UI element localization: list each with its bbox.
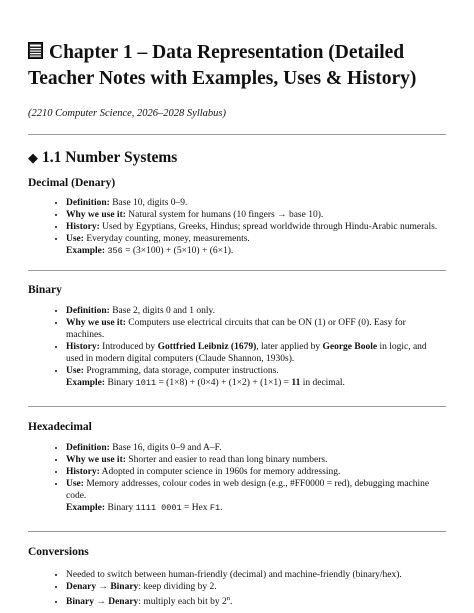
title-text: Chapter 1 – Data Representation (Detailed Teacher Notes with Examples, Uses & History)	[28, 42, 417, 89]
list-item: • Use: Memory addresses, colour codes in web design (e.g., #FF0000 = red), debugging machine code.	[66, 478, 446, 502]
list-item: • Why we use it: Computers use electrical circuits that can be ON (1) or OFF (0). Easy for machines.	[66, 317, 446, 341]
list-item: • Definition: Base 2, digits 0 and 1 only.	[66, 305, 446, 317]
syllabus-subtitle: (2210 Computer Science, 2026–2028 Syllabus)	[28, 108, 227, 119]
list-item: • Why we use it: Shorter and easier to read than long binary numbers.	[66, 454, 446, 466]
section-title-text: 1.1 Number Systems	[42, 149, 178, 166]
section-heading	[28, 149, 446, 167]
conversions-list	[28, 569, 446, 608]
hexadecimal-list	[28, 442, 446, 502]
list-item: • History: Adopted in computer science in 1960s for memory addressing.	[66, 466, 446, 478]
book-icon	[28, 42, 43, 59]
list-item: • Why we use it: Natural system for humans (10 fingers → base 10).	[66, 209, 446, 221]
divider	[28, 134, 446, 135]
hexadecimal-example: Example: Binary 1111 0001 = Hex F1.	[66, 503, 223, 513]
decimal-list	[28, 197, 446, 245]
list-item: • History: Used by Egyptians, Greeks, Hindus; spread worldwide through Hindu-Arabic numerals.	[66, 221, 446, 233]
hexadecimal-heading: Hexadecimal	[28, 421, 92, 433]
diamond-icon: ◆	[28, 150, 38, 165]
list-item: • Needed to switch between human-friendly (decimal) and machine-friendly (binary/hex).	[66, 569, 446, 581]
binary-heading: Binary	[28, 284, 62, 296]
list-item: • Binary → Denary: multiply each bit by 2$^n$.	[66, 593, 446, 608]
divider	[28, 531, 446, 532]
page-title	[28, 40, 446, 92]
binary-example: Example: Binary 1011 = (1×8) + (0×4) + (1×2) + (1×1) = 11 in decimal.	[66, 378, 345, 388]
list-item: • Definition: Base 16, digits 0–9 and A–F.	[66, 442, 446, 454]
divider	[28, 406, 446, 407]
decimal-example: Example: 356 = (3×100) + (5×10) + (6×1).	[66, 246, 234, 256]
list-item: • Use: Programming, data storage, computer instructions.	[66, 365, 446, 377]
list-item: • History: Introduced by Gottfried Leibniz (1679), later applied by George Boole in logic, and used in modern digital computers (Claude Shannon, 1930s).	[66, 341, 446, 365]
conversions-heading: Conversions	[28, 546, 89, 558]
decimal-heading: Decimal (Denary)	[28, 177, 116, 189]
list-item: • Use: Everyday counting, money, measurements.	[66, 233, 446, 245]
list-item: • Denary → Binary: keep dividing by 2.	[66, 581, 446, 593]
list-item: • Definition: Base 10, digits 0–9.	[66, 197, 446, 209]
binary-list	[28, 305, 446, 377]
divider	[28, 270, 446, 271]
